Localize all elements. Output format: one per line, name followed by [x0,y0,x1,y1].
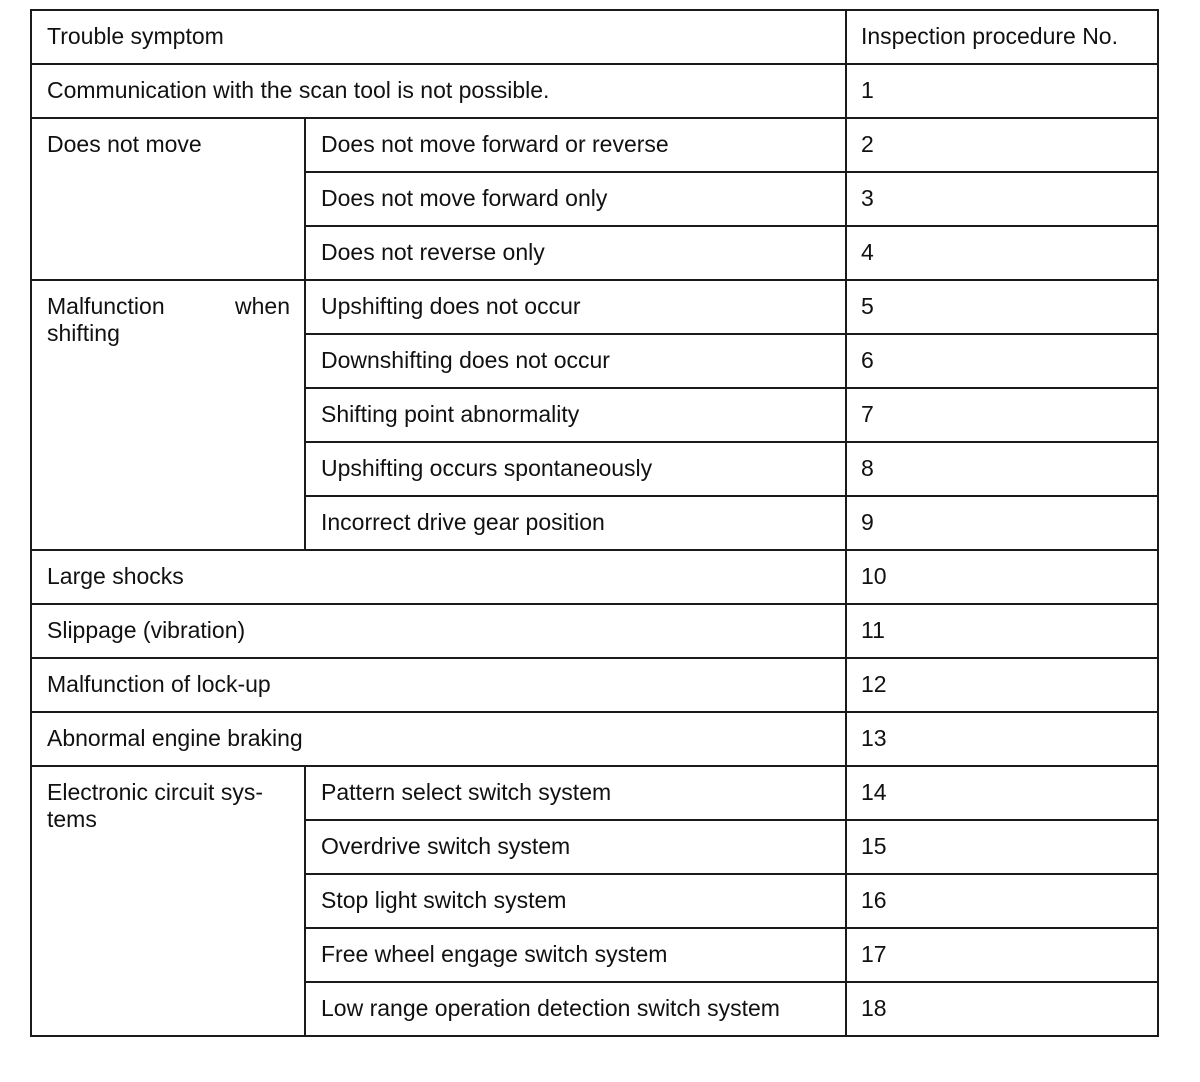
symptom-cell: Stop light switch system [305,874,846,928]
table-row [31,658,1158,712]
symptom-cell: Malfunction of lock-up [31,658,846,712]
symptom-cell: Upshifting occurs spontaneously [305,442,846,496]
symptom-cell: Does not move forward or reverse [305,118,846,172]
symptom-cell: Does not reverse only [305,226,846,280]
trouble-symptom-table [30,9,1159,1037]
symptom-cell: Low range operation detection switch system [305,982,846,1036]
procedure-cell: 16 [846,874,1158,928]
group-label-malfunction-when-shifting: Malfunction when shifting [31,280,305,550]
symptom-cell: Abnormal engine braking [31,712,846,766]
group-label-does-not-move: Does not move [31,118,305,280]
procedure-cell: 5 [846,280,1158,334]
table-row [31,550,1158,604]
header-inspection-procedure: Inspection procedure No. [846,10,1158,64]
table-row [31,766,1158,820]
symptom-cell: Large shocks [31,550,846,604]
procedure-cell: 9 [846,496,1158,550]
symptom-cell: Free wheel engage switch system [305,928,846,982]
procedure-cell: 14 [846,766,1158,820]
symptom-cell: Does not move forward only [305,172,846,226]
procedure-cell: 7 [846,388,1158,442]
procedure-cell: 4 [846,226,1158,280]
table-row [31,118,1158,172]
table-row [31,712,1158,766]
header-trouble-symptom: Trouble symptom [31,10,846,64]
procedure-cell: 11 [846,604,1158,658]
procedure-cell: 1 [846,64,1158,118]
symptom-cell: Pattern select switch system [305,766,846,820]
symptom-cell: Incorrect drive gear position [305,496,846,550]
symptom-cell: Communication with the scan tool is not possible. [31,64,846,118]
symptom-cell: Downshifting does not occur [305,334,846,388]
procedure-cell: 17 [846,928,1158,982]
procedure-cell: 2 [846,118,1158,172]
symptom-cell: Shifting point abnormality [305,388,846,442]
procedure-cell: 12 [846,658,1158,712]
procedure-cell: 3 [846,172,1158,226]
table-row [31,604,1158,658]
symptom-cell: Upshifting does not occur [305,280,846,334]
procedure-cell: 8 [846,442,1158,496]
procedure-cell: 10 [846,550,1158,604]
procedure-cell: 13 [846,712,1158,766]
table-row [31,64,1158,118]
procedure-cell: 6 [846,334,1158,388]
symptom-cell: Overdrive switch system [305,820,846,874]
group-label-electronic-circuit-systems: Electronic circuit sys-tems [31,766,305,1036]
symptom-cell: Slippage (vibration) [31,604,846,658]
procedure-cell: 15 [846,820,1158,874]
procedure-cell: 18 [846,982,1158,1036]
table-header-row [31,10,1158,64]
table-row [31,280,1158,334]
